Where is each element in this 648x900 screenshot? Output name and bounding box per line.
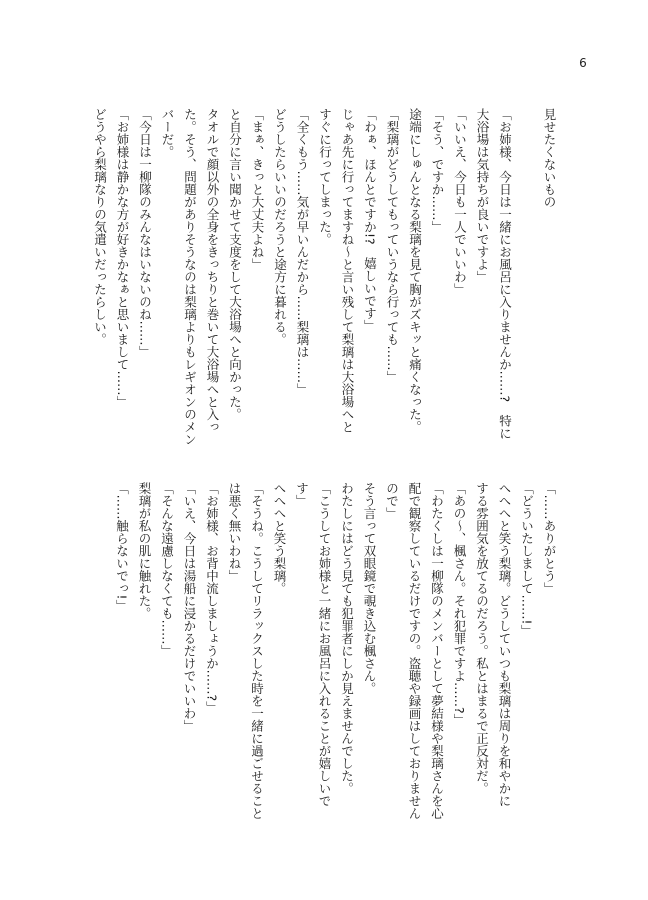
lower-text-block bbox=[110, 482, 560, 822]
text-line: する雰囲気を放てるのだろう。私とはまるで正反対だ。 bbox=[474, 482, 490, 795]
text-line: そう言って双眼鏡で覗き込む楓さん。 bbox=[362, 482, 377, 695]
text-line: と自分に言い聞かせて支度をして大浴場へと向かった。 bbox=[227, 108, 243, 421]
text-line: わたしにはどう見ても犯罪者にしか見えませんでした。 bbox=[339, 482, 355, 795]
text-line: 「全くもう……気が早いんだから……梨璃は……」 bbox=[295, 108, 310, 396]
text-line: 「お姉様は静かな方が好きかなぁと思いまして……」 bbox=[115, 108, 130, 408]
text-line: タオルで顔以外の全身をきっちりと巻いて大浴場へと入っ bbox=[205, 108, 220, 433]
text-line: 「そんな遠慮しなくても……」 bbox=[159, 482, 175, 657]
text-line: 「……触らないでっ!」 bbox=[114, 482, 130, 613]
text-line: 「こうしてお姉様と一緒にお風呂に入れることが嬉しいで bbox=[317, 482, 332, 807]
text-line: へへへと笑う梨璃。 bbox=[272, 482, 287, 595]
text-line: 「お姉様、お背中流しましょうか……?」 bbox=[204, 482, 220, 714]
text-line: じゃあ先に行ってますね〜と言い残して梨璃は大浴場へと bbox=[340, 108, 355, 433]
text-line: 「どういたしまして……!」 bbox=[519, 482, 535, 638]
text-line: ので」 bbox=[384, 482, 400, 520]
text-line: 「そうね。こうしてリラックスした時を一緒に過ごせること bbox=[249, 482, 265, 820]
text-line: 「そう、ですか……」 bbox=[430, 108, 445, 233]
page-number: 6 bbox=[579, 56, 587, 70]
text-line: バーだ。 bbox=[160, 108, 175, 158]
text-line: 「いえ、今日は湯船に浸かるだけでいいわ」 bbox=[182, 482, 197, 732]
text-line: 「わたくしは一柳隊のメンバーとして夢結様や梨璃さんを心 bbox=[429, 482, 445, 820]
chapter-title: 見せたくないもの bbox=[542, 108, 557, 208]
text-line: 「……ありがとう」 bbox=[542, 482, 557, 595]
text-line: 「わぁ、ほんとですか!? 嬉しいです」 bbox=[362, 108, 378, 333]
text-line: へへへと笑う梨璃。どうしていつも梨璃は周りを和やかに bbox=[497, 482, 512, 807]
text-line: す」 bbox=[294, 482, 310, 507]
text-line: 「今日は一柳隊のみんなはいないのね……」 bbox=[137, 108, 153, 358]
text-line: 「梨璃がどうしてもっていうなら行っても……」 bbox=[385, 108, 400, 383]
text-line: どうしたらいいのだろうと途方に暮れる。 bbox=[272, 108, 288, 346]
text-line: すぐに行ってしまった。 bbox=[317, 108, 333, 246]
text-line: 「お姉様、今日は一緒にお風呂に入りませんか……? 特に bbox=[497, 108, 513, 440]
text-line: は悪く無いわね」 bbox=[227, 482, 242, 582]
text-line: どうやら梨璃なりの気遣いだったらしい。 bbox=[92, 108, 108, 346]
text-line: 途端にしゅんとなる梨璃を見て胸がズキッと痛くなった。 bbox=[407, 108, 423, 433]
text-line: 「いいえ、今日も一人でいいわ」 bbox=[452, 108, 468, 296]
text-line: た。そう、問題がありそうなのは梨璃よりもレギオンのメン bbox=[182, 108, 198, 446]
text-line: 大浴場は気持ちが良いですよ」 bbox=[475, 108, 490, 283]
text-line: 「まぁ、きっと大丈夫よね」 bbox=[250, 108, 265, 271]
text-line: 梨璃が私の肌に触れた。 bbox=[137, 482, 152, 620]
upper-text-block bbox=[88, 108, 560, 448]
text-line: 「あの〜、楓さん。それ犯罪ですよ……?」 bbox=[452, 482, 467, 727]
text-line: 配で観察しているだけですの。盗聴や録画はしておりません bbox=[407, 482, 422, 820]
